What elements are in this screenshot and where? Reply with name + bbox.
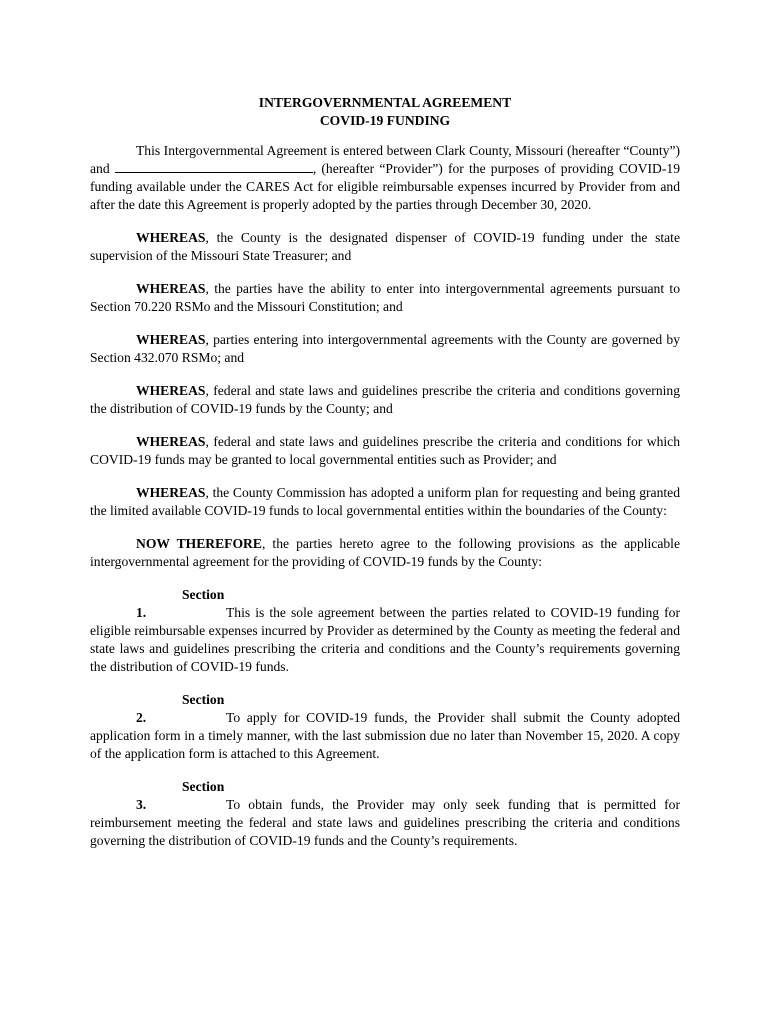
whereas-clause-5 bbox=[90, 433, 680, 469]
section-label: Section 3. bbox=[136, 779, 225, 812]
whereas-label: WHEREAS bbox=[136, 383, 206, 398]
intro-text-part2: , (hereafter “Provider”) for the purposes of providing COVID-19 funding available under the CARES Act for eligible reimbursable expenses incurred by Provider from and after the date this Agreement is properly adopted by the parties through December 30, 2020. bbox=[90, 161, 680, 212]
now-therefore-label: NOW THEREFORE bbox=[136, 536, 262, 551]
whereas-text: , the County Commission has adopted a uniform plan for requesting and being granted the limited available COVID-19 funds to local governmental entities within the boundaries of the County: bbox=[90, 485, 680, 518]
section-2 bbox=[90, 691, 680, 763]
whereas-clause-2 bbox=[90, 280, 680, 316]
whereas-text: , federal and state laws and guidelines prescribe the criteria and conditions for which COVID-19 funds may be granted to local governmental entities such as Provider; and bbox=[90, 434, 680, 467]
document-title: INTERGOVERNMENTAL AGREEMENT bbox=[258, 95, 512, 110]
intro-paragraph bbox=[90, 142, 680, 214]
section-label: Section 1. bbox=[136, 587, 225, 620]
section-label: Section 2. bbox=[136, 692, 225, 725]
section-text: This is the sole agreement between the parties related to COVID-19 funding for eligible reimbursable expenses incurred by Provider as determined by the County as meeting the federal and state laws and guidelines prescribing the criteria and conditions and the County’s requirements governing the distribution of COVID-19 funds. bbox=[90, 605, 680, 674]
intro-text-part1: This Intergovernmental Agreement is entered between Clark County, Missouri (hereafter “County”) and bbox=[90, 143, 680, 176]
now-therefore-text: , the parties hereto agree to the following provisions as the applicable intergovernmental agreement for the providing of COVID-19 funds by the County: bbox=[90, 536, 680, 569]
document-subtitle: COVID-19 FUNDING bbox=[319, 113, 451, 128]
document-title-block bbox=[90, 94, 680, 130]
section-3 bbox=[90, 778, 680, 850]
whereas-text: , federal and state laws and guidelines prescribe the criteria and conditions governing the distribution of COVID-19 funds by the County; and bbox=[90, 383, 680, 416]
whereas-clause-4 bbox=[90, 382, 680, 418]
whereas-clause-3 bbox=[90, 331, 680, 367]
whereas-label: WHEREAS bbox=[136, 281, 206, 296]
whereas-clause-6 bbox=[90, 484, 680, 520]
whereas-clause-1 bbox=[90, 229, 680, 265]
section-text: To obtain funds, the Provider may only seek funding that is permitted for reimbursement meeting the federal and state laws and guidelines prescribing the criteria and conditions governing the distribution of COVID-19 funds and the County’s requirements. bbox=[90, 797, 680, 848]
whereas-label: WHEREAS bbox=[136, 332, 206, 347]
section-text: To apply for COVID-19 funds, the Provider shall submit the County adopted application form in a timely manner, with the last submission due no later than November 15, 2020. A copy of the application form is attached to this Agreement. bbox=[90, 710, 680, 761]
provider-blank-line bbox=[115, 160, 313, 173]
section-1 bbox=[90, 586, 680, 676]
whereas-text: , parties entering into intergovernmental agreements with the County are governed by Section 432.070 RSMo; and bbox=[90, 332, 680, 365]
whereas-text: , the parties have the ability to enter into intergovernmental agreements pursuant to Section 70.220 RSMo and the Missouri Constitution; and bbox=[90, 281, 680, 314]
whereas-label: WHEREAS bbox=[136, 230, 206, 245]
whereas-text: , the County is the designated dispenser of COVID-19 funding under the state supervision of the Missouri State Treasurer; and bbox=[90, 230, 680, 263]
now-therefore-clause bbox=[90, 535, 680, 571]
whereas-label: WHEREAS bbox=[136, 485, 206, 500]
whereas-label: WHEREAS bbox=[136, 434, 206, 449]
